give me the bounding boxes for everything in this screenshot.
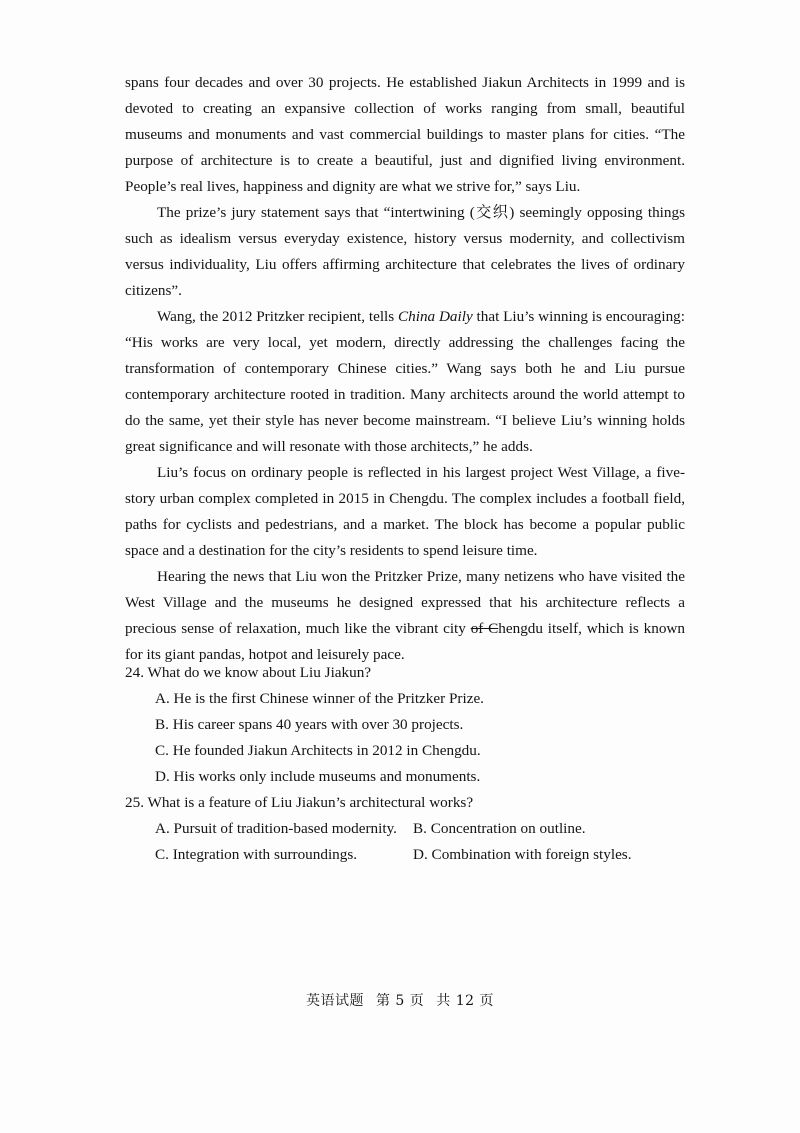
question-25-stem: 25. What is a feature of Liu Jiakun’s architectural works? <box>125 794 474 811</box>
passage-paragraph-5 <box>125 564 685 668</box>
passage-paragraph-5-text-a: Hearing the news that Liu won the Pritzker Prize, many netizens who have visited the West Village and the museums he designed expressed that his architecture reflects a precious sense of relaxation, much like the vibrant city <box>125 568 685 637</box>
question-24-option-d: D. His works only include museums and monuments. <box>155 768 481 785</box>
passage-paragraph-5-text-b: hengdu itself, which is known for its giant pandas, hotpot and leisurely pace. <box>125 620 685 663</box>
question-25-options-row-1 <box>155 816 685 842</box>
struck-through-text: of C <box>470 620 499 637</box>
question-24-option-b: B. His career spans 40 years with over 30 projects. <box>155 716 464 733</box>
question-25-option-d: D. Combination with foreign styles. <box>413 846 632 863</box>
passage-paragraph-2: The prize’s jury statement says that “intertwining (交织) seemingly opposing things such as idealism versus everyday existence, history versus modernity, and collectivism versus individuality, Liu offers affirming architecture that celebrates the lives of ordinary citizens”. <box>125 204 685 299</box>
question-25-options-row-2 <box>155 842 685 868</box>
passage-paragraph-1: spans four decades and over 30 projects. He established Jiakun Architects in 1999 and is devoted to creating an expansive collection of works ranging from small, beautiful museums and monuments and vast commercial buildings to master plans for cities. “The purpose of architecture is to create a beautiful, just and dignified living environment. People’s real lives, happiness and dignity are what we strive for,” says Liu. <box>125 74 685 195</box>
footer-subject: 英语试题 <box>305 993 364 1009</box>
passage-paragraph-3-text-b: that Liu’s winning is encouraging: “His works are very local, yet modern, directly addressing the challenges facing the transformation of contemporary Chinese cities.” Wang says both he and Liu pursue contemporary architecture rooted in tradition. Many architects around the world attempt to do the same, yet their style has never become mainstream. “I believe Liu’s winning holds great significance and will resonate with those architects,” he adds. <box>125 308 685 455</box>
reading-passage <box>125 70 685 668</box>
question-24-option-a: A. He is the first Chinese winner of the Pritzker Prize. <box>155 690 484 707</box>
page-footer <box>0 990 800 1010</box>
passage-paragraph-3 <box>125 304 685 460</box>
passage-paragraph-4: Liu’s focus on ordinary people is reflected in his largest project West Village, a five-story urban complex completed in 2015 in Chengdu. The complex includes a football field, paths for cyclists and pedestrians, and a market. The block has become a popular public space and a destination for the city’s residents to spend leisure time. <box>125 464 685 559</box>
passage-paragraph-3-text-a: Wang, the 2012 Pritzker recipient, tells <box>157 308 398 325</box>
question-25-option-b: B. Concentration on outline. <box>413 820 586 837</box>
question-24-stem: 24. What do we know about Liu Jiakun? <box>125 664 372 681</box>
footer-page-number: 第 5 页 <box>375 993 425 1009</box>
footer-total-pages: 共 12 页 <box>436 993 495 1009</box>
question-25-option-a: A. Pursuit of tradition-based modernity. <box>155 820 397 837</box>
question-block <box>125 660 685 868</box>
newspaper-title: China Daily <box>398 308 473 325</box>
question-25-option-c: C. Integration with surroundings. <box>155 846 358 863</box>
question-24-option-c: C. He founded Jiakun Architects in 2012 in Chengdu. <box>155 742 481 759</box>
